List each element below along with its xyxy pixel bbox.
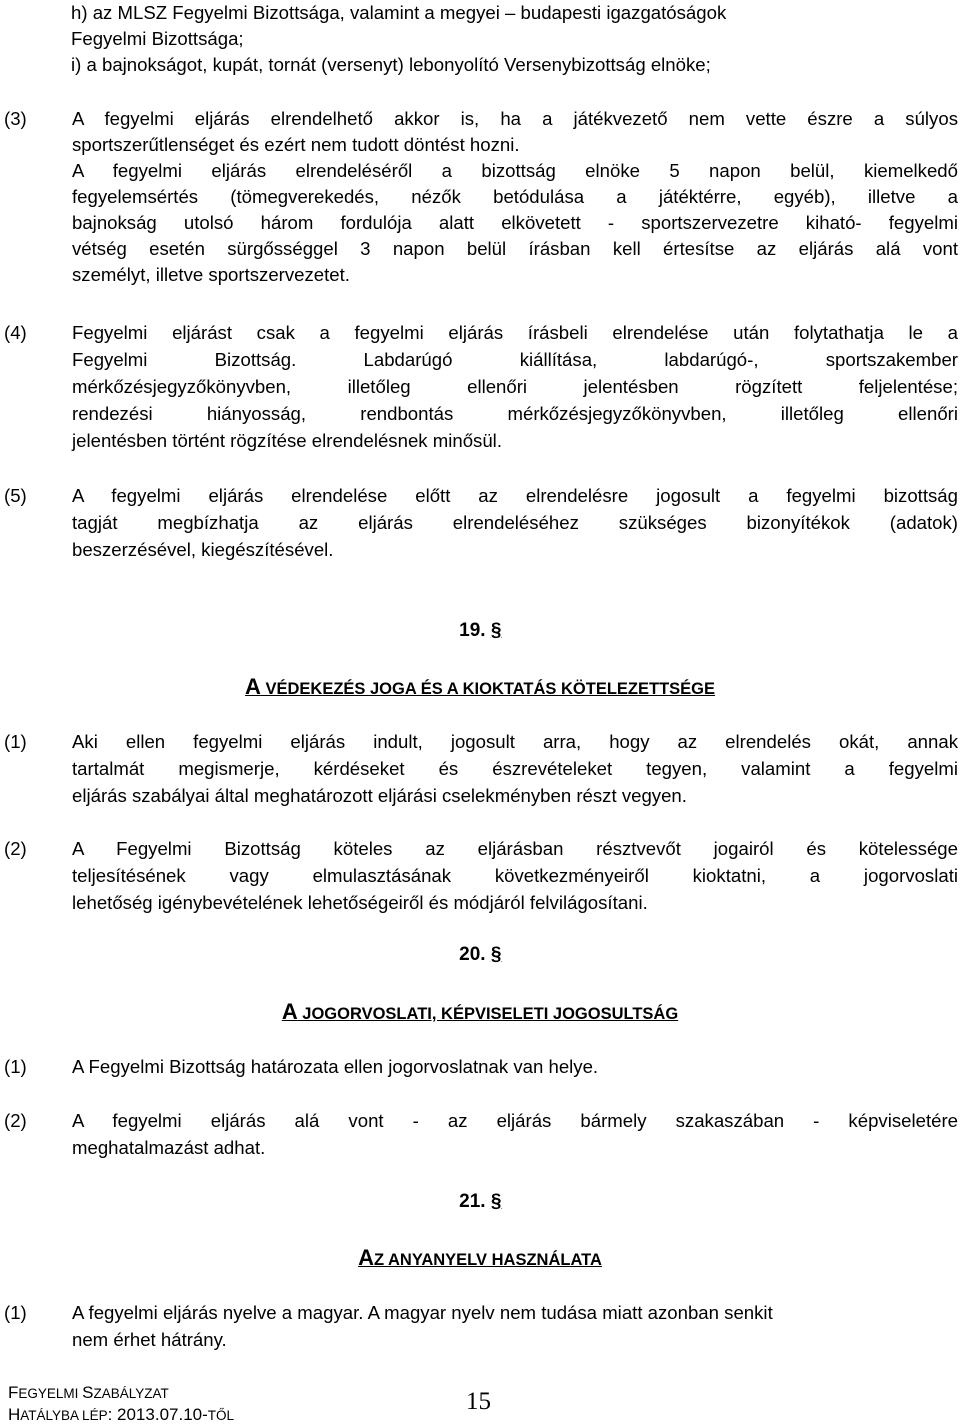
paragraph-line: lehetőség igénybevételének lehetőségeiről és módjáról felvilágosítani. (72, 892, 648, 913)
paragraph-line: Aki ellen fegyelmi eljárás indult, jogosult arra, hogy az elrendelés okát, annak (72, 731, 958, 752)
paragraph-line: jelentésben történt rögzítése elrendelésnek minősül. (72, 430, 502, 451)
paragraph-number: (1) (4, 731, 27, 752)
paragraph-line: beszerzésével, kiegészítésével. (72, 539, 334, 560)
paragraph-number: (5) (4, 485, 27, 506)
paragraph-line: A fegyelmi eljárás alá vont - az eljárás bármely szakaszában - képviseletére (72, 1110, 958, 1131)
paragraph-line: A fegyelmi eljárás elrendelhető akkor is, ha a játékvezető nem vette észre a súlyos (72, 108, 958, 129)
paragraph-line: rendezési hiányosság, rendbontás mérkőzésjegyzőkönyvben, illetőleg ellenőri (72, 403, 958, 424)
paragraph-line: A Fegyelmi Bizottság köteles az eljárásban résztvevőt jogairól és kötelessége (72, 838, 958, 859)
paragraph-line: Fegyelmi eljárást csak a fegyelmi eljárás írásbeli elrendelése után folytathatja le a (72, 322, 958, 343)
paragraph-line: A fegyelmi eljárás elrendelése előtt az elrendelésre jogosult a fegyelmi bizottság (72, 485, 958, 506)
paragraph-number: (1) (4, 1056, 27, 1077)
list-item-i: i) a bajnokságot, kupát, tornát (versenyt) lebonyolító Versenybizottság elnöke; (71, 54, 711, 75)
paragraph-line: A Fegyelmi Bizottság határozata ellen jogorvoslatnak van helye. (72, 1056, 599, 1077)
paragraph-line: személyt, illetve sportszervezetet. (72, 264, 350, 285)
paragraph-number: (3) (4, 108, 27, 129)
section-number-19: 19. § (459, 620, 502, 641)
paragraph-line: tagját megbízhatja az eljárás elrendeléséhez szükséges bizonyítékok (adatok) (72, 512, 958, 533)
paragraph-line: nem érhet hátrány. (72, 1329, 227, 1350)
list-item-h-line2: Fegyelmi Bizottsága; (71, 28, 244, 49)
section-number-21: 21. § (459, 1191, 502, 1212)
section-title-21: AZ ANYANYELV HASZNÁLATA (358, 1245, 602, 1270)
paragraph-line: meghatalmazást adhat. (72, 1137, 266, 1158)
section-title-19: A VÉDEKEZÉS JOGA ÉS A KIOKTATÁS KÖTELEZETTSÉGE (245, 674, 715, 699)
paragraph-line: eljárás szabályai által meghatározott eljárási cselekményben részt vegyen. (72, 785, 687, 806)
paragraph-line: A fegyelmi eljárás nyelve a magyar. A magyar nyelv nem tudása miatt azonban senkit (72, 1302, 773, 1323)
paragraph-line: tartalmát megismerje, kérdéseket és észrevételeket tegyen, valamint a fegyelmi (72, 758, 958, 779)
paragraph-line: A fegyelmi eljárás elrendeléséről a bizottság elnöke 5 napon belül, kiemelkedő (72, 160, 958, 181)
page-number: 15 (466, 1388, 491, 1415)
paragraph-line: teljesítésének vagy elmulasztásának következményeiről kioktatni, a jogorvoslati (72, 865, 958, 886)
paragraph-line: bajnokság utolsó három fordulója alatt elkövetett - sportszervezetre kiható- fegyelmi (72, 212, 958, 233)
paragraph-number: (2) (4, 838, 27, 859)
paragraph-number: (1) (4, 1302, 27, 1323)
footer-document-title: FEGYELMI SZABÁLYZAT (8, 1383, 169, 1402)
footer-effective-date: HATÁLYBA LÉP: 2013.07.10-TŐL (8, 1405, 235, 1424)
paragraph-line: mérkőzésjegyzőkönyvben, illetőleg ellenőri jelentésben rögzített feljelentése; (72, 376, 958, 397)
paragraph-line: Fegyelmi Bizottság. Labdarúgó kiállítása, labdarúgó-, sportszakember (72, 349, 958, 370)
paragraph-number: (2) (4, 1110, 27, 1131)
section-title-20: A JOGORVOSLATI, KÉPVISELETI JOGOSULTSÁG (281, 999, 679, 1024)
paragraph-line: sportszerűtlenséget és ezért nem tudott döntést hozni. (72, 134, 520, 155)
paragraph-number: (4) (4, 322, 27, 343)
list-item-h-line1: h) az MLSZ Fegyelmi Bizottsága, valamint a megyei – budapesti igazgatóságok (71, 2, 727, 23)
section-number-20: 20. § (459, 944, 502, 965)
paragraph-line: vétség esetén sürgősséggel 3 napon belül írásban kell értesítse az eljárás alá vont (72, 238, 958, 259)
paragraph-line: fegyelemsértés (tömegverekedés, nézők betódulása a játéktérre, egyéb), illetve a (72, 186, 958, 207)
